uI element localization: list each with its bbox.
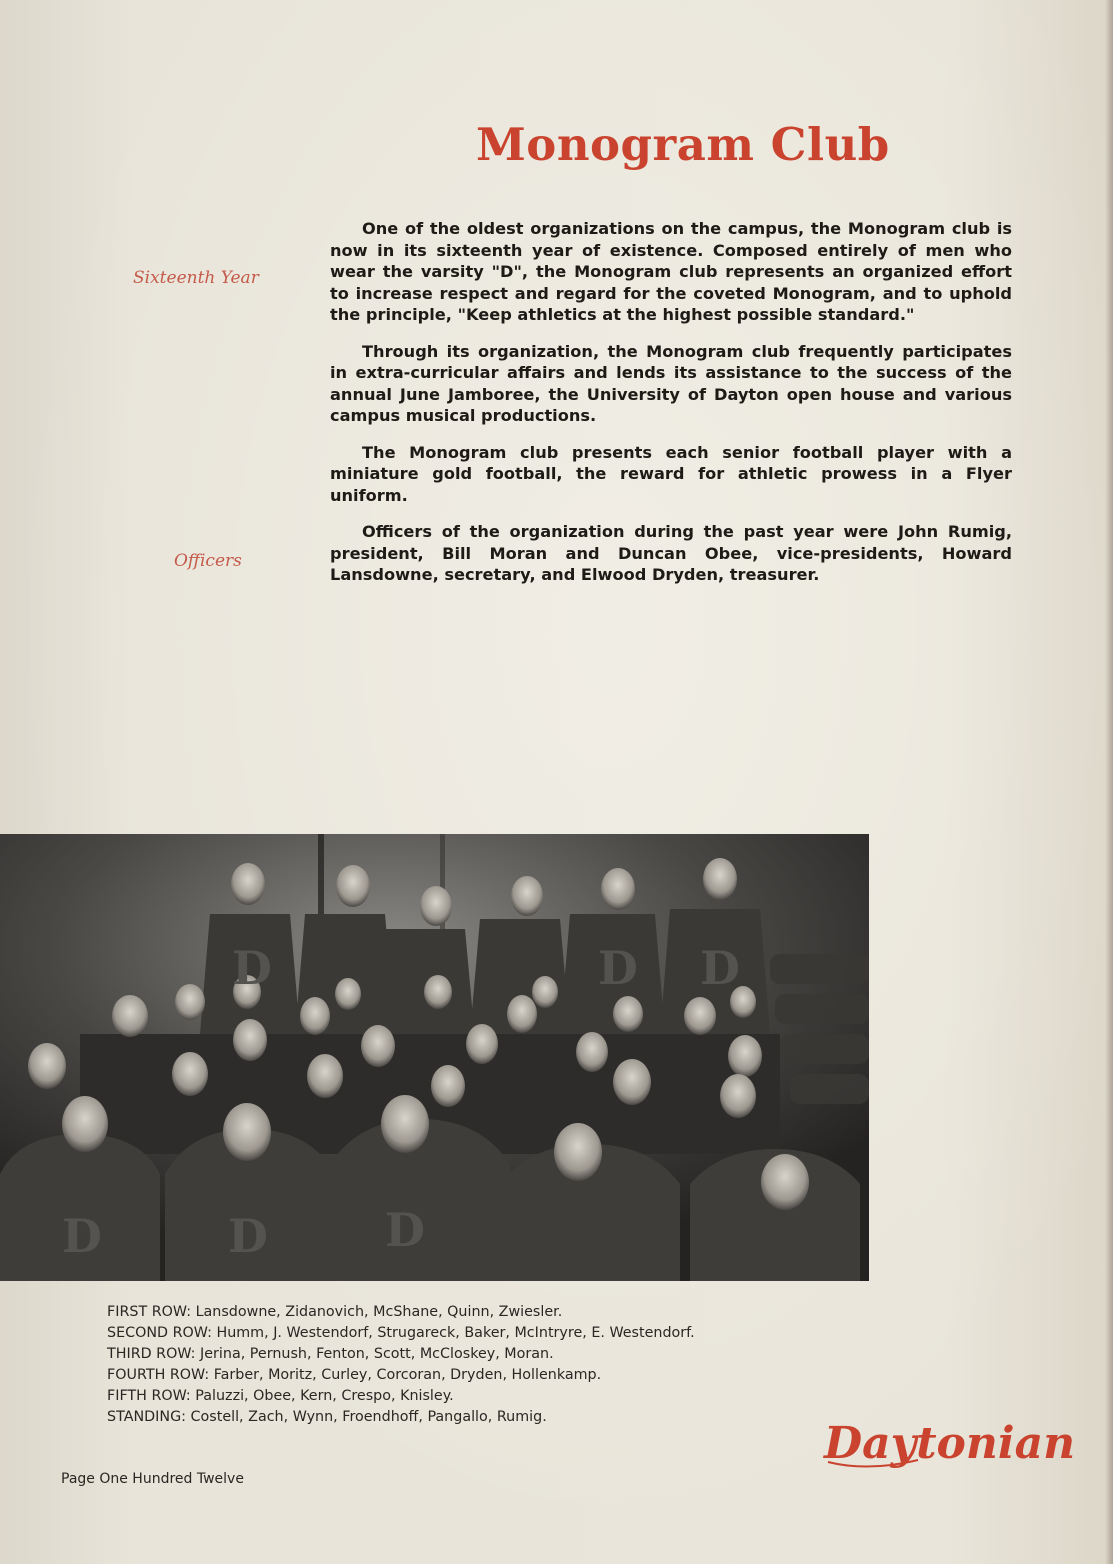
caption-third-row: THIRD ROW: Jerina, Pernush, Fenton, Scott, McCloskey, Moran. <box>107 1346 554 1362</box>
svg-text:D: D <box>62 1209 102 1263</box>
group-photo <box>0 834 869 1281</box>
article-body <box>330 218 1012 601</box>
paragraph-activities: Through its organization, the Monogram club frequently participates in extra-curricular affairs and lends its assistance to the success of the annual June Jamboree, the University of Dayton open house and various campus musical productions. <box>330 341 1012 425</box>
caption-second-row: SECOND ROW: Humm, J. Westendorf, Strugareck, Baker, McIntryre, E. Westendorf. <box>107 1325 695 1341</box>
page-binding-shadow <box>1105 0 1113 1564</box>
caption-first-row: FIRST ROW: Lansdowne, Zidanovich, McShane, Quinn, Zwiesler. <box>107 1304 563 1320</box>
page-title: Monogram Club <box>476 118 890 171</box>
margin-note-sixteenth-year: Sixteenth Year <box>133 268 259 288</box>
caption-standing: STANDING: Costell, Zach, Wynn, Froendhoff, Pangallo, Rumig. <box>107 1409 547 1425</box>
margin-note-officers: Officers <box>174 551 242 571</box>
svg-text:D: D <box>598 941 638 995</box>
photo-captions <box>86 1302 776 1428</box>
caption-fourth-row: FOURTH ROW: Farber, Moritz, Curley, Corcoran, Dryden, Hollenkamp. <box>107 1367 602 1383</box>
paragraph-history: One of the oldest organizations on the campus, the Monogram club is now in its sixteenth year of existence. Composed entirely of men who wear the varsity "D", the Monogram club represents an organized effort to increase respect and regard for the coveted Monogram, and to uphold the principle, "Keep athletics at the highest possible standard." <box>330 219 1012 324</box>
group-photo-image <box>0 834 869 1281</box>
paragraph-officers: Officers of the organization during the past year were John Rumig, president, Bill Moran and Duncan Obee, vice-presidents, Howard Lansdowne, secretary, and Elwood Dryden, treasurer. <box>330 522 1012 584</box>
svg-text:D: D <box>228 1209 268 1263</box>
svg-text:D: D <box>385 1203 425 1257</box>
page-number: Page One Hundred Twelve <box>61 1471 244 1487</box>
svg-text:D: D <box>232 941 272 995</box>
daytonian-logo-text: Daytonian <box>824 1418 1076 1469</box>
daytonian-logo-mark <box>820 1400 1076 1480</box>
caption-fifth-row: FIFTH ROW: Paluzzi, Obee, Kern, Crespo, Knisley. <box>107 1388 454 1404</box>
svg-text:D: D <box>700 941 740 995</box>
daytonian-logo <box>820 1400 1076 1480</box>
paragraph-award: The Monogram club presents each senior football player with a miniature gold football, the reward for athletic prowess in a Flyer uniform. <box>330 442 1012 505</box>
